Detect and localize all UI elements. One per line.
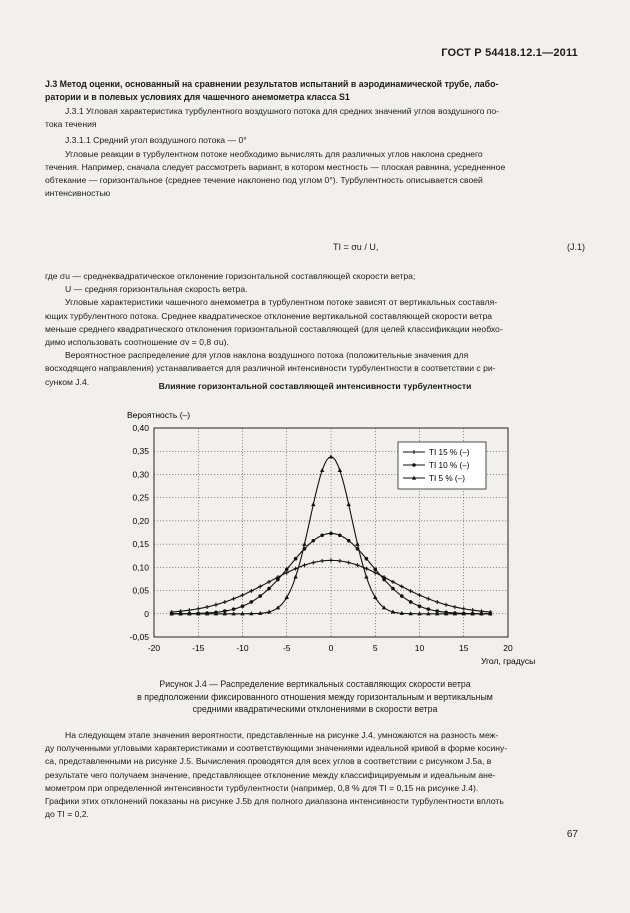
paragraph-next-step [45,729,585,821]
caption-line: в предположении фиксированного отношения между горизонтальным и вертикальным [137,691,493,702]
text-line: ющих турбулентного потока. Среднее квадратическое отклонение вертикальной составляющей скорости ветра [45,310,493,321]
point-marker [435,600,439,604]
point-marker [356,563,360,567]
section-title [45,78,585,104]
x-tick-label: 15 [459,643,469,653]
text-line: тока течения [45,119,97,130]
point-marker [427,607,431,611]
point-marker [311,502,315,506]
point-marker [241,604,245,608]
x-tick-label: -10 [236,643,249,653]
text-line: На следующем этапе значения вероятности, представленные на рисунке J.4, умножаются на разность меж- [65,730,499,740]
text-line: Угловые реакции в турбулентном потоке необходимо вычислять для различных углов наклона среднего [65,148,483,159]
point-marker [241,593,245,597]
x-tick-label: -5 [282,643,291,653]
text-line: U — средняя горизонтальная скорость ветра. [65,284,248,295]
page-number: 67 [566,829,578,840]
point-marker [347,539,351,543]
figure-title: Влияние горизонтальной составляющей интенсивности турбулентности [158,381,472,391]
series-line [172,560,491,612]
point-marker [329,532,333,536]
point-marker [338,468,342,472]
point-marker [196,607,200,611]
point-marker [364,575,368,579]
x-tick-label: 0 [328,643,334,653]
text-line: восходящего направления) устанавливается для различной интенсивности турбулентности в соответствии с ри- [45,363,496,374]
point-marker [294,567,298,571]
point-marker [338,534,342,538]
y-tick-label: 0,25 [132,492,149,503]
x-tick-label: -20 [147,643,161,653]
paragraph-j31 [45,105,585,200]
point-marker [250,600,254,604]
point-marker [320,468,324,472]
y-tick-label: 0,05 [132,585,149,596]
formula-number: (J.1) [567,242,585,252]
text-line: результате чего получаем значение, представляющее отклонение между классифицируемым и идеальным ане- [45,769,496,780]
point-marker [232,607,236,611]
legend [398,442,486,489]
text-line: Графики этих отклонений показаны на рисунке J.5b для полного диапазона интенсивности турбулентности вплоть [45,796,504,807]
point-marker [338,559,342,563]
point-marker [320,559,324,563]
point-marker [276,578,280,582]
section-title-line: J.3 Метод оценки, основанный на сравнении результатов испытаний в аэродинамической трубе, лабо- [45,79,499,89]
point-marker [312,539,316,543]
x-tick-label: 20 [503,643,513,653]
formula-expression: TI = σu / U, [333,242,379,252]
text-line: Угловые характеристики чашечного анемометра в турбулентном потоке зависят от вертикальных составля- [65,297,498,308]
point-marker [329,558,333,562]
y-tick-label: 0 [144,608,149,619]
figure-caption [90,678,540,716]
y-tick-label: 0,30 [132,469,149,480]
text-line: до TI = 0,2. [45,809,89,820]
point-marker [285,567,289,571]
paragraph-definitions [45,270,585,389]
point-marker [409,600,413,604]
x-tick-label: 10 [414,643,425,653]
x-tick-label: 5 [372,643,378,653]
text-line: димо использовать соотношение σv = 0,8 σu). [45,337,229,348]
y-tick-label: 0,20 [132,515,149,526]
point-marker [412,463,416,467]
text-line: ду полученными угловыми характеристиками и соответствующими значениями идеальной кривой в форме косину- [45,743,508,754]
point-marker [205,605,209,609]
probability-chart [0,400,630,675]
point-marker [391,580,395,584]
text-line: Вероятностное распределение для углов наклона воздушного потока (положительные значения для [65,350,469,361]
point-marker [444,603,448,607]
text-line: течения. Например, сначала следует рассмотреть вариант, в котором местность — плоская равнина, усредненное [45,161,506,172]
point-marker [347,561,351,565]
text-line: са, представленными на рисунке J.5. Вычисления проводятся для всех углов в соответствии с рисунком J.5a, в [45,756,492,767]
caption-line: Рисунок J.4 — Распределение вертикальных составляющих скорости ветра [159,679,471,689]
x-tick-labels [148,643,513,653]
y-tick-label: 0,10 [132,562,149,573]
point-marker [311,561,315,565]
point-marker [258,594,262,598]
legend-label: TI 10 % (–) [429,461,470,470]
point-marker [365,557,369,561]
y-tick-label: 0,40 [132,423,149,433]
point-marker [418,604,422,608]
caption-line: средними квадратическими отклонениями в скорости ветра [192,704,438,714]
text-line: обтекание — горизонтальное (среднее течение наклонено под углом 0°). Турбулентность описывается своей [45,175,483,186]
point-marker [347,502,351,506]
point-marker [462,607,466,611]
point-marker [400,594,404,598]
point-marker [214,603,218,607]
point-marker [418,593,422,597]
text-line: где σu — среднеквадратическое отклонение горизонтальной составляющей скорости ветра; [45,271,416,281]
text-line: сунком J.4. [45,376,90,387]
point-marker [302,542,306,546]
point-marker [267,587,271,591]
text-line: J.3.1 Угловая характеристика турбулентного воздушного потока для средних значений углов воздушного по- [65,106,500,116]
text-line: меньше среднего квадратического отклонения горизонтальной составляющей (для целей классификации необхо- [45,323,503,334]
text-line: интенсивностью [45,188,111,199]
point-marker [426,597,430,601]
point-marker [329,454,333,458]
point-marker [258,585,262,589]
y-tick-label: 0,15 [132,539,149,550]
point-marker [382,578,386,582]
point-marker [302,563,306,567]
point-marker [223,600,227,604]
legend-label: TI 15 % (–) [429,448,470,457]
point-marker [232,597,236,601]
point-marker [267,580,271,584]
y-tick-label: -0,05 [129,632,149,642]
point-marker [249,589,253,593]
point-marker [453,605,457,609]
point-marker [409,589,413,593]
point-marker [391,587,395,591]
x-axis-label: Угол, градусы [481,656,536,666]
document-header: ГОСТ Р 54418.12.1—2011 [441,47,578,59]
y-tick-label: 0,35 [132,446,149,457]
point-marker [320,534,324,538]
legend-label: TI 5 % (–) [429,474,465,483]
point-marker [293,575,297,579]
point-marker [400,585,404,589]
text-line: мометром при определенной интенсивности турбулентности (например, 0,8 % для TI = 0,15 на рисунке J.4). [45,782,479,793]
y-tick-labels [130,423,150,642]
x-tick-label: -15 [192,643,205,653]
y-axis-label: Вероятность (–) [127,410,191,420]
section-title-line: ратории и в полевых условиях для чашечного анемометра класса S1 [45,92,350,103]
point-marker [373,567,377,571]
text-line: J.3.1.1 Средний угол воздушного потока — 0° [65,135,247,146]
point-marker [294,557,298,561]
